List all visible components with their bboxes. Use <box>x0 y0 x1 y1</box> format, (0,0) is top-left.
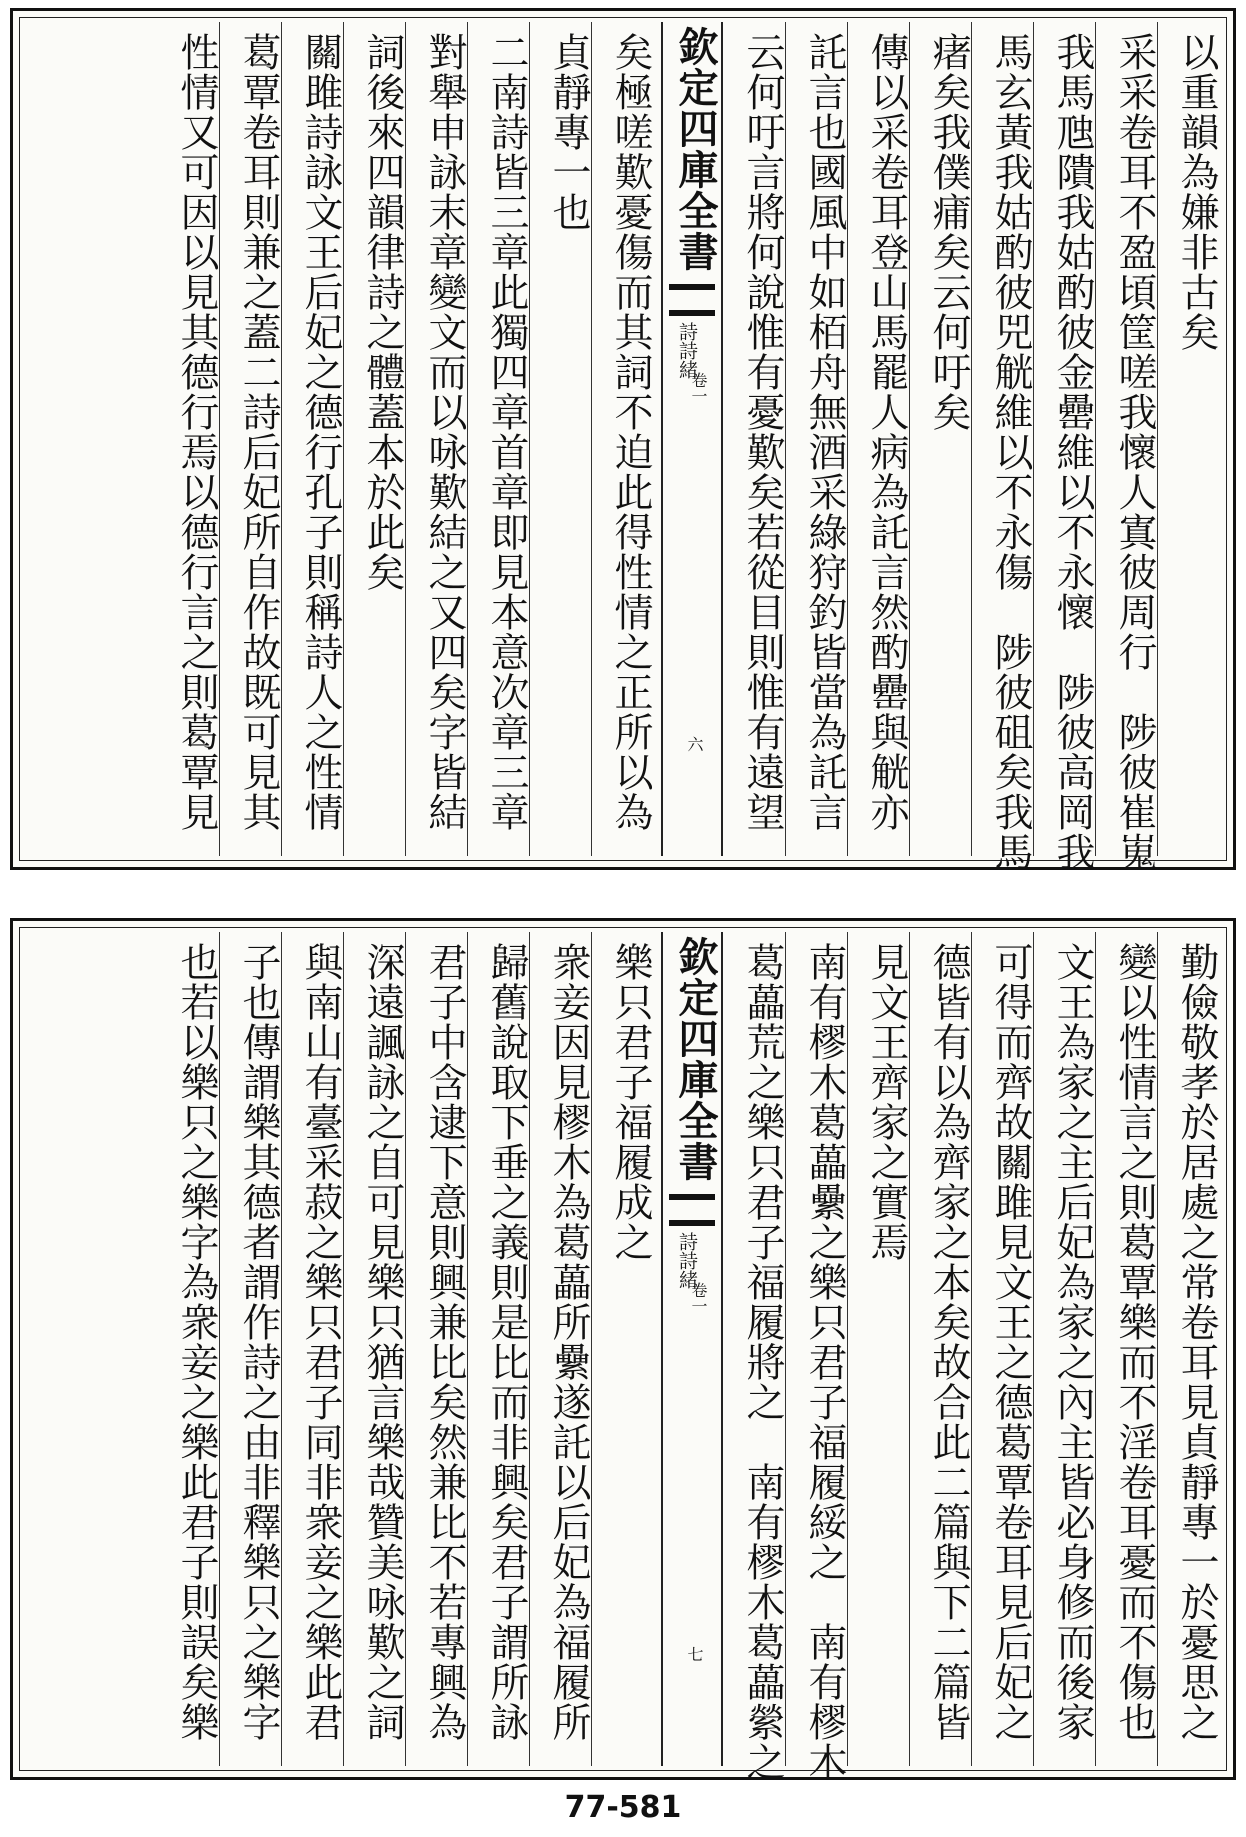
text-column: 性情又可因以見其德行焉以德行言之則葛覃見 <box>174 32 219 832</box>
text-column: 云何吁言將何說惟有憂歎矣若從目則惟有遠望 <box>740 32 785 832</box>
text-column: 南有樛木葛藟纍之樂只君子福履綏之 南有樛木 <box>802 942 847 1782</box>
text-column: 貞靜專一也 <box>546 32 591 232</box>
volume-label: 卷一 <box>689 372 708 404</box>
text-column: 勤儉敬孝於居處之常卷耳見貞靜專一於憂思之 <box>1174 942 1219 1742</box>
text-column: 變以性情言之則葛覃樂而不淫卷耳憂而不傷也 <box>1112 942 1157 1742</box>
center-subtitle: 詩詩緒 <box>676 322 698 379</box>
upper-page-frame <box>19 17 1227 872</box>
text-column: 傳以采卷耳登山馬罷人病為託言然酌罍與觥亦 <box>864 32 909 832</box>
text-column: 君子中含逮下意則興兼比矣然兼比不若專興為 <box>422 942 467 1742</box>
lower-page-frame <box>19 927 1227 1782</box>
text-column: 衆妾因見樛木為葛藟所纍遂託以后妃為福履所 <box>546 942 591 1742</box>
page-footer-code: 77-581 <box>564 1790 682 1825</box>
text-column: 也若以樂只之樂字為衆妾之樂此君子則誤矣樂 <box>174 942 219 1742</box>
lower-page <box>10 918 1236 1780</box>
text-column: 深遠諷詠之自可見樂只猶言樂哉贊美咏歎之詞 <box>360 942 405 1742</box>
text-column: 與南山有臺采菽之樂只君子同非衆妾之樂此君 <box>298 942 343 1742</box>
center-fold <box>661 932 723 1766</box>
page-number: 六 <box>685 736 704 752</box>
text-column: 馬玄黃我姑酌彼兕觥維以不永傷 陟彼砠矣我馬 <box>988 32 1033 872</box>
text-column: 瘏矣我僕痡矣云何吁矣 <box>926 32 971 432</box>
text-column: 德皆有以為齊家之本矣故合此二篇與下二篇皆 <box>926 942 971 1742</box>
text-column: 文王為家之主后妃為家之內主皆必身修而後家 <box>1050 942 1095 1742</box>
text-column: 可得而齊故關雎見文王之德葛覃卷耳見后妃之 <box>988 942 1033 1742</box>
center-subtitle: 詩詩緒 <box>676 1232 698 1289</box>
text-column: 關雎詩詠文王后妃之德行孔子則稱詩人之性情 <box>298 32 343 832</box>
text-column: 矣極嗟歎憂傷而其詞不迫此得性情之正所以為 <box>608 32 653 832</box>
text-column: 對舉申詠末章變文而以咏歎結之又四矣字皆結 <box>422 32 467 832</box>
text-column: 我馬虺隤我姑酌彼金罍維以不永懷 陟彼高岡我 <box>1050 32 1095 872</box>
text-column: 子也傳謂樂其德者謂作詩之由非釋樂只之樂字 <box>236 942 281 1742</box>
book-title: 欽定四庫全書 <box>672 936 719 1182</box>
text-column: 見文王齊家之實焉 <box>864 942 909 1262</box>
page-number: 七 <box>685 1646 704 1662</box>
fish-tail-mark <box>669 284 715 316</box>
book-title: 欽定四庫全書 <box>672 26 719 272</box>
text-column: 樂只君子福履成之 <box>608 942 653 1262</box>
text-column: 采采卷耳不盈頃筐嗟我懷人寘彼周行 陟彼崔嵬 <box>1112 32 1157 872</box>
text-column: 葛藟荒之樂只君子福履將之 南有樛木葛藟縈之 <box>740 942 785 1782</box>
center-fold <box>661 22 723 856</box>
text-column: 以重韻為嫌非古矣 <box>1174 32 1219 352</box>
fish-tail-mark <box>669 1194 715 1226</box>
volume-label: 卷一 <box>689 1282 708 1314</box>
text-column: 葛覃卷耳則兼之蓋二詩后妃所自作故既可見其 <box>236 32 281 832</box>
text-column: 託言也國風中如栢舟無酒采綠狩釣皆當為託言 <box>802 32 847 832</box>
text-column: 二南詩皆三章此獨四章首章即見本意次章三章 <box>484 32 529 832</box>
text-column: 歸舊說取下垂之義則是比而非興矣君子謂所詠 <box>484 942 529 1742</box>
upper-page <box>10 8 1236 870</box>
text-column: 詞後來四韻律詩之體蓋本於此矣 <box>360 32 405 592</box>
